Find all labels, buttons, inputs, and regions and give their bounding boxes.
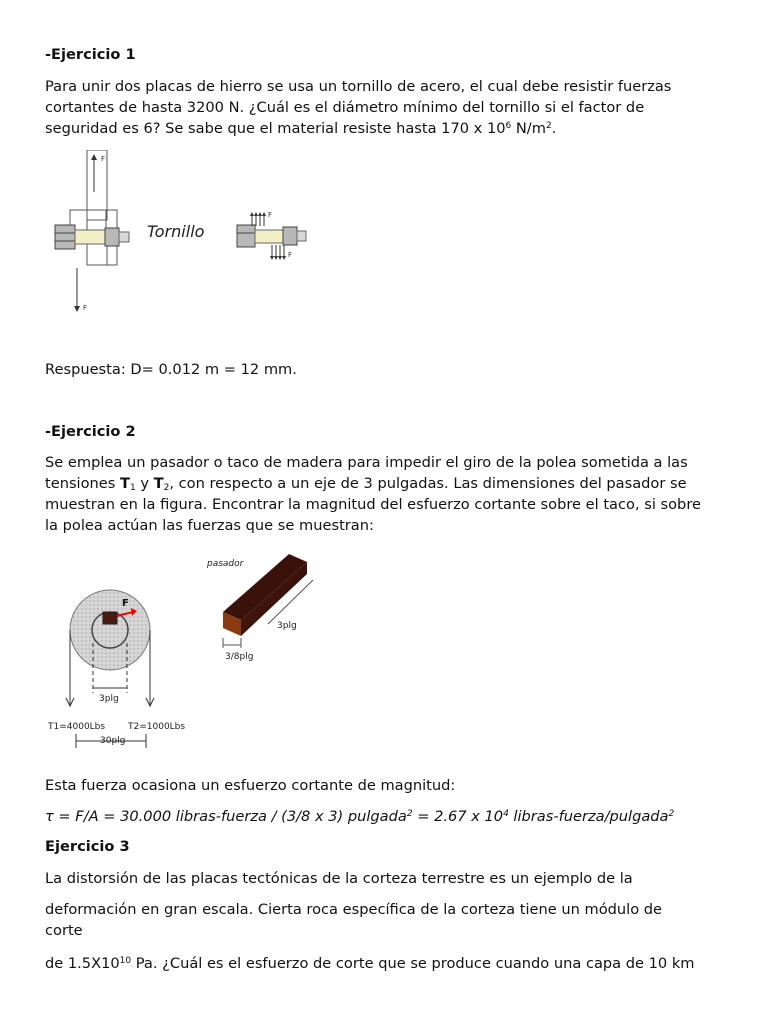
exercise-2-line-5: Esta fuerza ocasiona un esfuerzo cortante de magnitud: [45,777,456,794]
bolt-figure [50,150,320,320]
exercise-2-line-2: tensiones $T_1$ y $T_2$, con respecto a un eje de 3 pulgadas. Las dimensiones del pasador se [45,475,687,493]
exercise-2-line-4: la polea actúan las fuerzas que se muestran: [45,517,374,534]
exercise-3-line-2: deformación en gran escala. Cierta roca específica de la corteza tiene un módulo de [45,901,663,918]
tension-t2-label: T2=1000Lbs [128,722,186,732]
pulley-force-label: F [122,598,129,609]
exercise-3-line-4: de $1.5X10^{10}$ Pa. ¿Cuál es el esfuerzo de corte que se produce cuando una capa de 10 km [45,955,695,972]
exercise-3-line-3: corte [45,922,83,939]
pulley-figure [45,548,325,760]
tension-t1-label: T1=4000Lbs [48,722,106,732]
exercise-1-line-3: seguridad es 6? Se sabe que el material resiste hasta 170 x $10^6$ $N/m^2$. [45,120,557,137]
bolt-force-label-top: F [101,155,106,163]
bolt-force-label-bottom: F [83,304,88,312]
exercise-3-title: Ejercicio 3 [45,838,130,855]
pin-length-label: 3plg [277,621,297,631]
exercise-1-answer: Respuesta: D= 0.012 m = 12 mm. [45,361,297,378]
small-bolt-force-top: F [268,211,273,219]
exercise-2-title: -Ejercicio 2 [45,423,136,440]
exercise-1-title: -Ejercicio 1 [45,46,136,63]
diameter-label: 30plg [100,736,126,746]
exercise-2-line-3: muestran en la figura. Encontrar la magnitud del esfuerzo cortante sobre el taco, si sobre [45,496,701,513]
axle-dimension-label: 3plg [99,694,119,704]
exercise-3-line-1: La distorsión de las placas tectónicas de la corteza terrestre es un ejemplo de la [45,870,633,887]
exercise-1-line-1: Para unir dos placas de hierro se usa un tornillo de acero, el cual debe resistir fuerzas [45,78,672,95]
exercise-1-line-2: cortantes de hasta 3200 N. ¿Cuál es el diámetro mínimo del tornillo si el factor de [45,99,645,116]
bolt-caption: Tornillo [147,222,205,241]
pasador-label: pasador [207,559,244,569]
exercise-2-line-1: Se emplea un pasador o taco de madera para impedir el giro de la polea sometida a las [45,454,688,471]
small-bolt-force-bottom: F [288,251,293,259]
shear-stress-formula: τ = F/A = 30.000 libras-fuerza / (3/8 x 3) pulgada$^2$ = 2.67 x $10^4$ libras-fuerza/pulgada$^2$ [45,808,675,825]
pin-width-label: 3/8plg [225,652,254,662]
